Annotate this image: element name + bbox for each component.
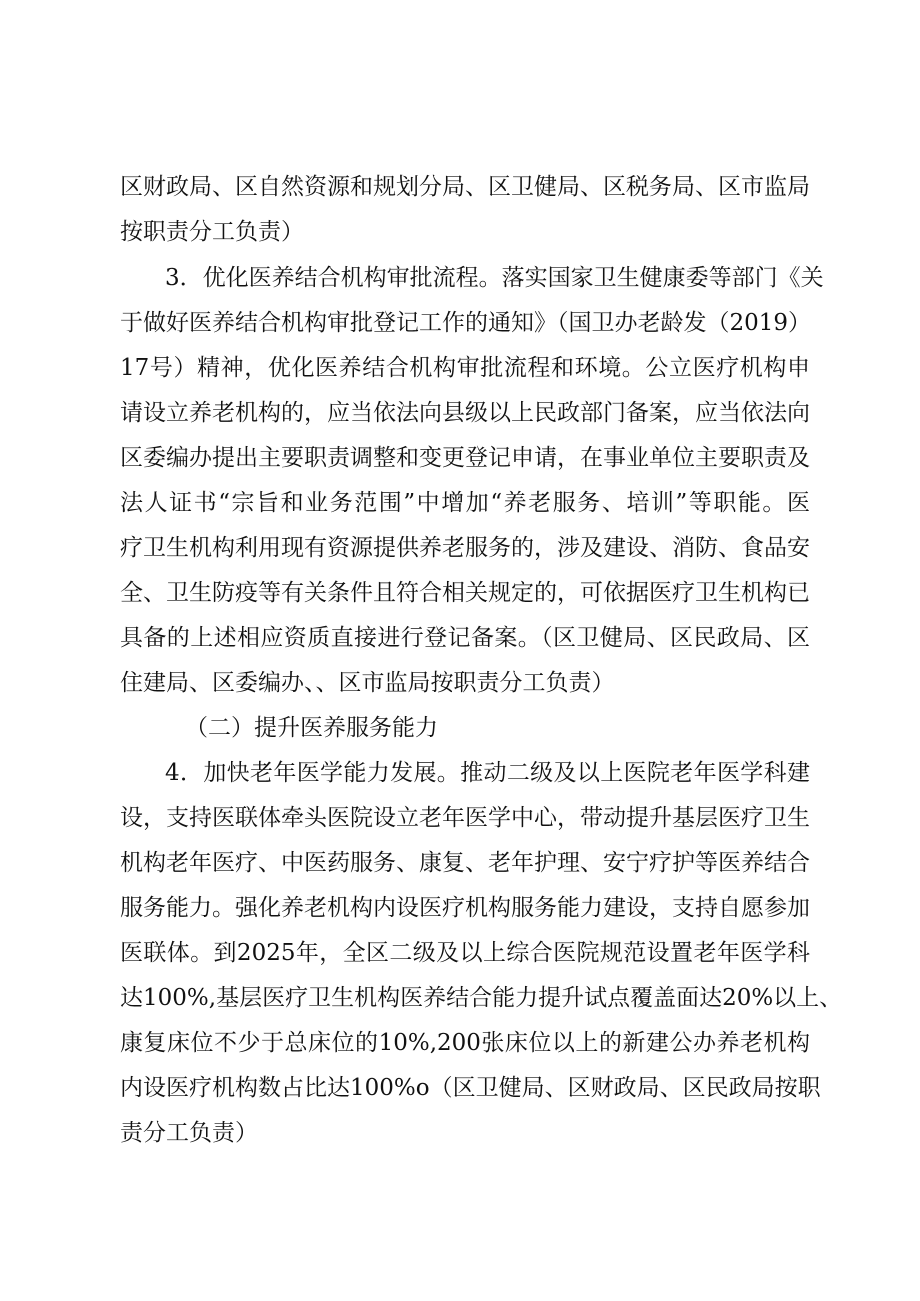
text-line: 请设立养老机构的，应当依法向县级以上民政部门备案，应当依法向 bbox=[120, 400, 810, 426]
text-line: 法人证书“宗旨和业务范围”中增加“养老服务、培训”等职能。医 bbox=[120, 490, 810, 516]
text-line: 设，支持医联体牵头医院设立老年医学中心，带动提升基层医疗卫生 bbox=[120, 805, 810, 831]
text-line: 于做好医养结合机构审批登记工作的通知》（国卫办老龄发（2019） bbox=[120, 310, 812, 336]
text-line: 区委编办提出主要职责调整和变更登记申请，在事业单位主要职责及 bbox=[120, 445, 810, 471]
text-line: 全、卫生防疫等有关条件且符合相关规定的，可依据医疗卫生机构已 bbox=[120, 580, 810, 606]
text-line: 责分工负责） bbox=[120, 1120, 258, 1146]
text-line: 按职责分工负责） bbox=[120, 219, 304, 245]
text-line: 疗卫生机构利用现有资源提供养老服务的，涉及建设、消防、食品安 bbox=[120, 535, 810, 561]
text-line: 住建局、区委编办、、区市监局按职责分工负责） bbox=[120, 670, 615, 696]
text-line: 服务能力。强化养老机构内设医疗机构服务能力建设，支持自愿参加 bbox=[120, 895, 810, 921]
text-line: 机构老年医疗、中医药服务、康复、老年护理、安宁疗护等医养结合 bbox=[120, 850, 810, 876]
text-line: 17号）精神，优化医养结合机构审批流程和环境。公立医疗机构申 bbox=[120, 355, 810, 381]
text-line: 医联体。到2025年，全区二级及以上综合医院规范设置老年医学科 bbox=[120, 940, 810, 966]
paragraph-3-first-line: 3．优化医养结合机构审批流程。落实国家卫生健康委等部门《关 bbox=[165, 265, 824, 291]
text-line: 内设医疗机构数占比达100%o（区卫健局、区财政局、区民政局按职 bbox=[120, 1075, 821, 1101]
text-line: 区财政局、区自然资源和规划分局、区卫健局、区税务局、区市监局 bbox=[120, 174, 810, 200]
section-heading: （二）提升医养服务能力 bbox=[185, 715, 438, 741]
text-line: 具备的上述相应资质直接进行登记备案。（区卫健局、区民政局、区 bbox=[120, 625, 810, 651]
text-line: 康复床位不少于总床位的10%,200张床位以上的新建公办养老机构 bbox=[120, 1030, 810, 1056]
text-line: 达100%,基层医疗卫生机构医养结合能力提升试点覆盖面达20%以上、 bbox=[120, 985, 843, 1011]
paragraph-4-first-line: 4．加快老年医学能力发展。推动二级及以上医院老年医学科建 bbox=[165, 760, 810, 786]
